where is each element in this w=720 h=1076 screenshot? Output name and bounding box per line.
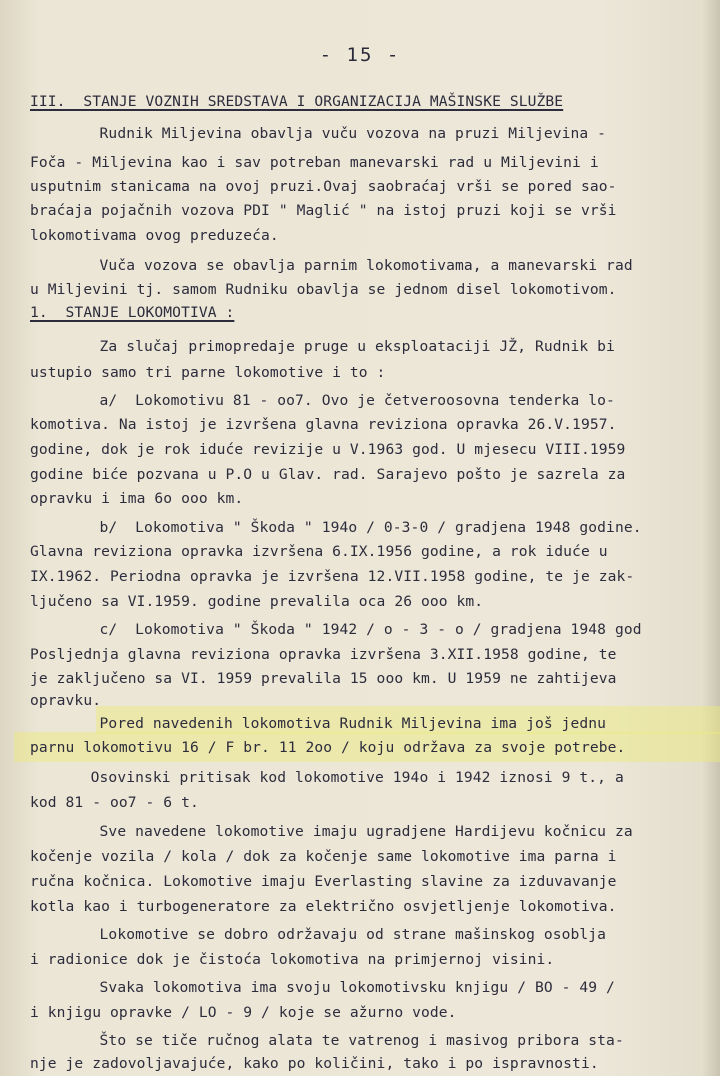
text-line: ustupio samo tri parne lokomotive i to : (30, 364, 386, 381)
text-line: Što se tiče ručnog alata te vatrenog i masivog pribora sta- (64, 1032, 624, 1049)
highlighted-text-line: Pored navedenih lokomotiva Rudnik Miljevina ima još jednu (64, 715, 607, 732)
highlighted-text-line: parnu lokomotivu 16 / F br. 11 2oo / koju održava za svoje potrebe. (30, 739, 626, 756)
text-line: Rudnik Miljevina obavlja vuču vozova na pruzi Miljevina - (64, 125, 607, 142)
text-line: nje je zadovoljavajuće, kako po količini, tako i po ispravnosti. (30, 1055, 599, 1072)
text-line: kotla kao i turbogeneratore za električno osvjetljenje lokomotiva. (30, 898, 617, 915)
text-line: b/ Lokomotiva " Škoda " 194o / 0-3-0 / gradjena 1948 godine. (64, 519, 642, 536)
subsection-heading: 1. STANJE LOKOMOTIVA : (30, 304, 235, 321)
text-line: a/ Lokomotivu 81 - oo7. Ovo je četveroosovna tenderka lo- (64, 392, 615, 409)
text-line: u Miljevini tj. samom Rudniku obavlja se jednom disel lokomotivom. (30, 281, 617, 298)
text-line: lokomotivama ovog preduzeća. (30, 227, 279, 244)
text-line: Lokomotive se dobro održavaju od strane mašinskog osoblja (64, 926, 607, 943)
text-line: Glavna revizionа opravka izvršena 6.IX.1956 godine, a rok iduće u (30, 543, 608, 560)
text-line: IX.1962. Periodna opravka je izvršena 12.VII.1958 godine, te je zak- (30, 568, 635, 585)
text-line: c/ Lokomotiva " Škoda " 1942 / o - 3 - o / gradjena 1948 god (64, 621, 642, 638)
text-line: opravku. (30, 692, 102, 709)
text-line: i radionice dok je čistoća lokomotiva na primjernoj visini. (30, 951, 555, 968)
text-line: ručna kočnica. Lokomotive imaju Everlasting slavine za izduvavanje (30, 873, 617, 890)
text-line: godine, dok je rok iduće revizije u V.1963 god. U mjesecu VIII.1959 (30, 441, 626, 458)
text-line: Osovinski pritisak kod lokomotive 194o i 1942 iznosi 9 t., a (64, 769, 624, 786)
text-line: Vuča vozova se obavlja parnim lokomotivama, a manevarski rad (64, 257, 633, 274)
text-line: je zaključeno sa VI. 1959 prevalila 15 ooo km. U 1959 ne zahtijeva (30, 670, 617, 687)
page-number: - 15 - (319, 44, 401, 66)
text-line: braćaja pojačnih vozova PDI " Maglić " na istoj pruzi koji se vrši (30, 202, 617, 219)
text-line: Foča - Miljevina kao i sav potreban manevarski rad u Miljevini i (30, 154, 599, 171)
text-line: i knjigu opravke / LO - 9 / koje se ažurno vode. (30, 1004, 457, 1021)
text-line: usputnim stanicama na ovoj pruzi.Ovaj saobraćaj vrši se pored sao- (30, 178, 617, 195)
text-line: Posljednja glavna revizionа opravka izvršena 3.XII.1958 godine, te (30, 646, 617, 663)
text-line: kočenje vozila / kola / dok za kočenje same lokomotive ima parna i (30, 848, 617, 865)
text-line: godine biće pozvana u P.O u Glav. rad. Sarajevo pošto je sazrela za (30, 466, 626, 483)
text-line: Sve navedene lokomotive imaju ugradjene Hardijevu kočnicu za (64, 823, 633, 840)
text-line: kod 81 - oo7 - 6 t. (30, 794, 199, 811)
text-line: Svaka lokomotiva ima svoju lokomotivsku knjigu / BO - 49 / (64, 979, 615, 996)
page-fold-shadow (702, 0, 720, 1076)
text-line: Za slučaj primopredaje pruge u eksploataciji JŽ, Rudnik bi (64, 338, 615, 355)
text-line: komotiva. Na istoj je izvršena glavna revizionа opravka 26.V.1957. (30, 416, 617, 433)
text-line: opravku i ima 6o ooo km. (30, 490, 244, 507)
text-line: ljučeno sa VI.1959. godine prevalila oca 26 ooo km. (30, 593, 484, 610)
section-heading: III. STANJE VOZNIH SREDSTAVA I ORGANIZACIJA MAŠINSKE SLUŽBE (30, 93, 564, 110)
